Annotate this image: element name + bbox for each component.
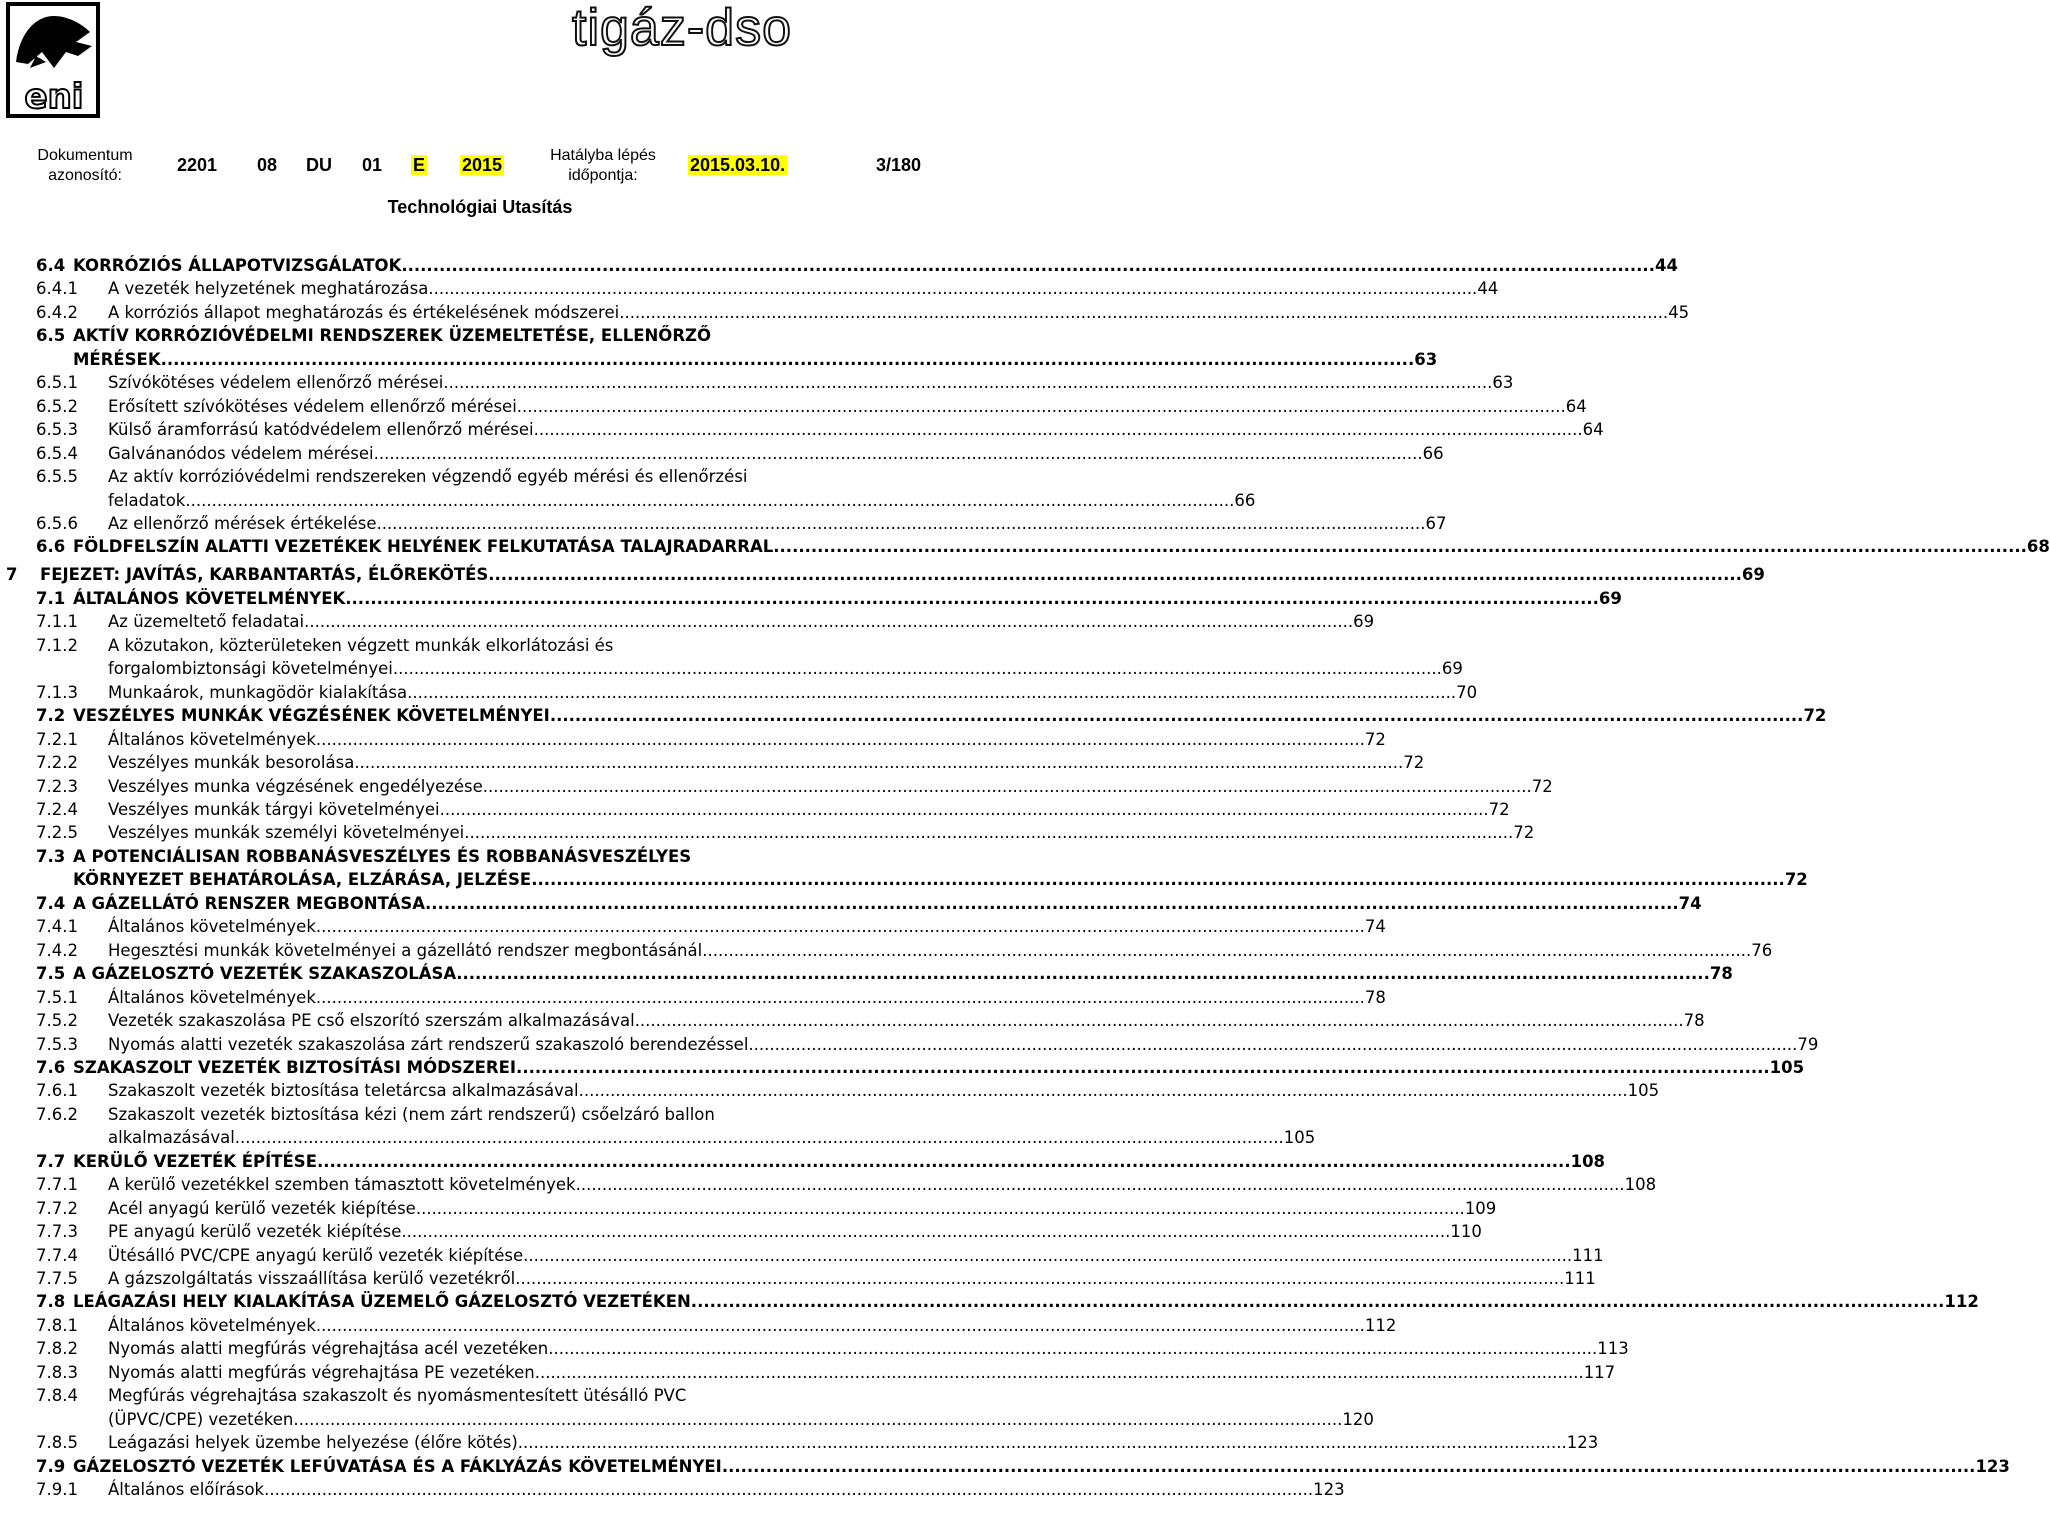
toc-entry[interactable]	[0, 465, 960, 489]
toc-entry-number: 6.5.1	[36, 373, 78, 393]
toc-entry-page: 72	[1784, 870, 1808, 890]
toc-leader-dots: ........................................................................................................................................................................................................	[185, 490, 1235, 510]
toc-entry[interactable]	[0, 1431, 1599, 1455]
toc-entry-title: Galvánanódos védelem mérései	[108, 443, 374, 463]
effective-date: 2015.03.10.	[690, 155, 786, 175]
toc-leader-dots: ........................................................................................................................................................................................................	[315, 987, 1365, 1007]
toc-entry-page: 69	[1353, 612, 1375, 632]
toc-entry-page: 70	[1456, 682, 1478, 702]
toc-entry-number: 7.9	[36, 1456, 66, 1476]
toc-entry-number: 6.5.5	[36, 467, 78, 487]
toc-leader-dots: ........................................................................................................................................................................................................	[619, 302, 1669, 322]
toc-leader-dots: ........................................................................................................................................................................................................	[304, 612, 1354, 632]
toc-entry-number: 6.5.2	[36, 396, 78, 416]
toc-entry[interactable]	[0, 442, 1444, 466]
toc-entry-page: 111	[1564, 1269, 1596, 1289]
toc-entry-number: 7.1.2	[36, 635, 78, 655]
toc-entry-continuation[interactable]	[0, 489, 1256, 513]
toc-entry-title: FEJEZET: JAVÍTÁS, KARBANTARTÁS, ÉLŐREKÖTÉS	[40, 564, 489, 584]
toc-leader-dots: ........................................................................................................................................................................................................	[721, 1456, 1976, 1476]
toc-entry-page: 45	[1668, 302, 1690, 322]
toc-entry[interactable]	[0, 1455, 2010, 1479]
toc-entry-number: 7.6	[36, 1057, 66, 1077]
toc-entry-number: 7.2.2	[36, 753, 78, 773]
toc-entry-page: 123	[1566, 1433, 1599, 1453]
toc-entry-number: 6.5.3	[36, 420, 78, 440]
toc-entry-title: A kerülő vezetékkel szemben támasztott követelmények	[108, 1175, 576, 1195]
toc-entry-continuation[interactable]	[0, 657, 1463, 681]
toc-entry-title: KERÜLŐ VEZETÉK ÉPÍTÉSE	[73, 1151, 317, 1171]
toc-entry-title: Veszélyes munkák személyi követelményei	[108, 823, 465, 843]
toc-entry-number: 7.8.3	[36, 1362, 78, 1382]
toc-entry-title-continuation: forgalombiztonsági követelményei	[108, 659, 393, 679]
toc-entry-title: SZAKASZOLT VEZETÉK BIZTOSÍTÁSI MÓDSZEREI	[73, 1057, 517, 1077]
toc-entry-page: 112	[1364, 1315, 1397, 1335]
toc-entry-number: 7.7.1	[36, 1175, 78, 1195]
toc-entry[interactable]	[0, 986, 1386, 1010]
toc-entry-page: 44	[1477, 279, 1499, 299]
toc-entry-number: 7.4	[36, 893, 66, 913]
toc-entry-number: 7.7.3	[36, 1222, 78, 1242]
toc-entry[interactable]	[0, 962, 1733, 986]
toc-entry-page: 72	[1488, 800, 1510, 820]
toc-entry-title: Acél anyagú kerülő vezeték kiépítése	[108, 1198, 416, 1218]
toc-entry-page: 110	[1450, 1222, 1482, 1242]
toc-entry-number: 7.1.1	[36, 612, 78, 632]
toc-entry[interactable]	[0, 939, 1773, 963]
toc-entry-page: 105	[1627, 1081, 1660, 1101]
doc-code-2: 08	[257, 155, 278, 175]
toc-leader-dots: ........................................................................................................................................................................................................	[531, 870, 1785, 890]
doc-code-4: 01	[362, 155, 383, 175]
toc-leader-dots: ........................................................................................................................................................................................................	[425, 893, 1679, 913]
toc-entry-page: 120	[1342, 1409, 1374, 1429]
toc-entry[interactable]	[0, 395, 1587, 419]
toc-entry[interactable]	[0, 1478, 1345, 1502]
toc-entry-page: 72	[1803, 706, 1827, 726]
toc-entry-title-continuation: KÖRNYEZET BEHATÁROLÁSA, ELZÁRÁSA, JELZÉSE	[73, 870, 532, 890]
toc-leader-dots: ........................................................................................................................................................................................................	[373, 443, 1423, 463]
toc-entry-title: A GÁZELOSZTÓ VEZETÉK SZAKASZOLÁSA	[73, 964, 457, 984]
toc-entry-title: Ütésálló PVC/CPE anyagú kerülő vezeték kiépítése	[108, 1245, 524, 1265]
toc-entry-number: 7.8.2	[36, 1339, 78, 1359]
effective-label: Hatályba lépés időpontja:	[550, 147, 656, 184]
toc-leader-dots: ........................................................................................................................................................................................................	[548, 1339, 1598, 1359]
toc-entry-page: 79	[1797, 1034, 1819, 1054]
toc-entry-title: Hegesztési munkák követelményei a gázellátó rendszer megbontásánál	[108, 940, 703, 960]
toc-entry[interactable]	[0, 1079, 1660, 1103]
toc-entry-page: 109	[1464, 1198, 1497, 1218]
toc-leader-dots: ........................................................................................................................................................................................................	[345, 588, 1599, 608]
toc-entry-number: 6.5.6	[36, 513, 78, 533]
toc-entry-number: 7.2.1	[36, 729, 78, 749]
toc-entry-page: 69	[1441, 659, 1463, 679]
toc-entry-page: 72	[1364, 729, 1386, 749]
toc-entry-page: 64	[1565, 396, 1587, 416]
toc-entry-page: 108	[1570, 1151, 1606, 1171]
toc-entry[interactable]	[0, 277, 1499, 301]
toc-entry-number: 7.8	[36, 1292, 66, 1312]
toc-entry-title: Munkaárok, munkagödör kialakítása	[108, 682, 408, 702]
toc-entry[interactable]	[0, 1220, 1482, 1244]
toc-entry-title: A közutakon, közterületeken végzett munkák elkorlátozási és	[108, 635, 614, 655]
toc-entry-number: 7.7.4	[36, 1245, 78, 1265]
toc-entry[interactable]	[0, 845, 960, 869]
toc-entry-number: 7.7.2	[36, 1198, 78, 1218]
toc-entry-number: 7	[6, 564, 18, 584]
toc-leader-dots: ........................................................................................................................................................................................................	[748, 1034, 1798, 1054]
toc-entry-page: 74	[1678, 893, 1702, 913]
toc-entry-title: Veszélyes munka végzésének engedélyezése	[108, 776, 483, 796]
toc-entry[interactable]	[0, 418, 1604, 442]
toc-entry-title: Általános követelmények	[108, 987, 316, 1007]
toc-leader-dots: ........................................................................................................................................................................................................	[264, 1480, 1314, 1500]
toc-entry-page: 111	[1572, 1245, 1604, 1265]
toc-entry-number: 7.8.5	[36, 1433, 78, 1453]
toc-entry[interactable]	[0, 798, 1510, 822]
toc-entry-page: 72	[1513, 823, 1535, 843]
toc-entry[interactable]	[0, 1056, 1805, 1080]
toc-entry[interactable]	[0, 892, 1702, 916]
eni-logo	[6, 2, 102, 120]
toc-entry-title: A POTENCIÁLISAN ROBBANÁSVESZÉLYES ÉS ROBBANÁSVESZÉLYES	[73, 846, 692, 866]
toc-leader-dots: ........................................................................................................................................................................................................	[407, 682, 1457, 702]
toc-entry[interactable]	[0, 1337, 1629, 1361]
toc-entry-page: 72	[1403, 753, 1425, 773]
toc-entry-number: 7.1.3	[36, 682, 78, 702]
toc-leader-dots: ........................................................................................................................................................................................................	[315, 917, 1365, 937]
toc-entry-number: 7.5.3	[36, 1034, 78, 1054]
toc-entry[interactable]	[0, 751, 1425, 775]
toc-entry-number: 7.6.1	[36, 1081, 78, 1101]
doc-code-3: DU	[306, 155, 332, 175]
toc-entry-number: 7.7.5	[36, 1269, 78, 1289]
toc-entry[interactable]	[0, 324, 960, 348]
toc-leader-dots: ........................................................................................................................................................................................................	[517, 1433, 1567, 1453]
toc-entry-page: 105	[1769, 1057, 1805, 1077]
toc-entry-page: 105	[1283, 1128, 1316, 1148]
toc-entry-continuation[interactable]	[0, 868, 1808, 892]
toc-leader-dots: ........................................................................................................................................................................................................	[702, 940, 1752, 960]
toc-entry-title: Leágazási helyek üzembe helyezése (élőre kötés)	[108, 1433, 518, 1453]
toc-leader-dots: ........................................................................................................................................................................................................	[488, 564, 1742, 584]
toc-entry[interactable]	[0, 915, 1386, 939]
toc-entry-page: 117	[1583, 1362, 1616, 1382]
toc-entry-number: 7.2.5	[36, 823, 78, 843]
toc-entry-title: Az üzemeltető feladatai	[108, 612, 305, 632]
toc-entry-number: 7.1	[36, 588, 66, 608]
toc-entry-number: 7.9.1	[36, 1480, 78, 1500]
toc-entry[interactable]	[0, 1150, 1606, 1174]
toc-leader-dots: ........................................................................................................................................................................................................	[464, 823, 1514, 843]
toc-entry-title: Erősített szívókötéses védelem ellenőrző mérései	[108, 396, 517, 416]
toc-entry-page: 69	[1741, 564, 1765, 584]
toc-entry-page: 112	[1944, 1292, 1979, 1312]
toc-leader-dots: ........................................................................................................................................................................................................	[428, 279, 1478, 299]
toc-entry-page: 44	[1654, 256, 1678, 275]
toc-entry[interactable]	[0, 1009, 1705, 1033]
toc-entry[interactable]	[0, 254, 1678, 278]
toc-leader-dots: ........................................................................................................................................................................................................	[315, 1315, 1365, 1335]
toc-entry[interactable]	[0, 704, 1827, 728]
toc-entry-page: 78	[1709, 964, 1733, 984]
toc-entry[interactable]	[0, 728, 1386, 752]
toc-entry[interactable]	[0, 1173, 1657, 1197]
toc-entry-title-continuation: alkalmazásával	[108, 1128, 235, 1148]
tigaz-dso-logo: tigáz-dso	[572, 0, 792, 57]
toc-leader-dots: ........................................................................................................................................................................................................	[690, 1292, 1945, 1312]
doc-id-label: Dokumentum azonosító:	[37, 147, 133, 184]
toc-entry-title: Az aktív korrózióvédelmi rendszereken végzendő egyéb mérési és ellenőrzési	[108, 467, 748, 487]
toc-entry[interactable]	[0, 1314, 1397, 1338]
toc-entry-number: 6.4	[36, 256, 66, 275]
toc-entry-number: 7.8.1	[36, 1315, 78, 1335]
toc-entry-number: 6.5.4	[36, 443, 78, 463]
toc-entry-number: 7.5	[36, 964, 66, 984]
toc-leader-dots: ........................................................................................................................................................................................................	[523, 1245, 1573, 1265]
toc-entry[interactable]	[0, 1361, 1616, 1385]
toc-entry-title: Veszélyes munkák tárgyi követelményei	[108, 800, 440, 820]
toc-entry[interactable]	[0, 512, 1447, 536]
toc-leader-dots: ........................................................................................................................................................................................................	[516, 1057, 1770, 1077]
toc-entry-title: Általános követelmények	[108, 729, 316, 749]
toc-entry-number: 6.6	[36, 537, 66, 557]
toc-entry-title: VESZÉLYES MUNKÁK VÉGZÉSÉNEK KÖVETELMÉNYEI	[73, 706, 550, 726]
toc-leader-dots: ........................................................................................................................................................................................................	[293, 1409, 1343, 1429]
toc-entry-number: 7.5.2	[36, 1011, 78, 1031]
toc-entry-title: Az ellenőrző mérések értékelése	[108, 513, 377, 533]
toc-entry-title: FÖLDFELSZÍN ALATTI VEZETÉKEK HELYÉNEK FELKUTATÁSA TALAJRADARRAL	[73, 537, 774, 557]
toc-entry-number: 7.4.1	[36, 917, 78, 937]
toc-leader-dots: ........................................................................................................................................................................................................	[401, 1222, 1451, 1242]
toc-entry[interactable]	[0, 1384, 960, 1408]
toc-entry-page: 108	[1624, 1175, 1657, 1195]
toc-leader-dots: ........................................................................................................................................................................................................	[534, 1362, 1584, 1382]
doc-code-5: E	[413, 155, 426, 175]
toc-entry-title-continuation: feladatok	[108, 490, 186, 510]
toc-entry-page: 69	[1598, 588, 1622, 608]
toc-entry[interactable]	[0, 1244, 1604, 1268]
toc-leader-dots: ........................................................................................................................................................................................................	[316, 1151, 1571, 1171]
toc-entry-page: 64	[1582, 420, 1604, 440]
toc-entry-title: LEÁGAZÁSI HELY KIALAKÍTÁSA ÜZEMELŐ GÁZELOSZTÓ VEZETÉKEN	[73, 1292, 691, 1312]
toc-entry-page: 113	[1597, 1339, 1629, 1359]
toc-entry-title: Szívókötéses védelem ellenőrző mérései	[108, 373, 444, 393]
doc-code-6: 2015	[462, 155, 503, 175]
toc-entry-number: 7.3	[36, 846, 66, 866]
toc-leader-dots: ........................................................................................................................................................................................................	[482, 776, 1532, 796]
toc-entry-title: Vezeték szakaszolása PE cső elszorító szerszám alkalmazásával	[108, 1011, 635, 1031]
toc-entry-number: 7.5.1	[36, 987, 78, 1007]
toc-entry-page: 78	[1683, 1011, 1705, 1031]
toc-leader-dots: ........................................................................................................................................................................................................	[549, 706, 1804, 726]
toc-leader-dots: ........................................................................................................................................................................................................	[515, 1269, 1565, 1289]
toc-entry-title: A gázszolgáltatás visszaállítása kerülő vezetékről	[108, 1269, 516, 1289]
toc-entry-title: Szakaszolt vezeték biztosítása kézi (nem zárt rendszerű) csőelzáró ballon	[108, 1104, 715, 1124]
toc-entry[interactable]	[0, 1197, 1497, 1221]
toc-leader-dots: ........................................................................................................................................................................................................	[773, 537, 2027, 557]
toc-entry-number: 6.4.2	[36, 302, 78, 322]
toc-entry-page: 66	[1422, 443, 1444, 463]
toc-entry-continuation[interactable]	[0, 348, 1438, 372]
document-subtitle: Technológiai Utasítás	[387, 197, 573, 217]
toc-entry-page: 68	[2026, 537, 2050, 557]
toc-entry-title: Nyomás alatti vezeték szakaszolása zárt rendszerű szakaszoló berendezéssel	[108, 1034, 749, 1054]
toc-entry-number: 7.2.3	[36, 776, 78, 796]
toc-entry[interactable]	[0, 1033, 1819, 1057]
toc-leader-dots: ........................................................................................................................................................................................................	[634, 1011, 1684, 1031]
toc-entry[interactable]	[0, 587, 1622, 611]
toc-entry-title: Megfúrás végrehajtása szakaszolt és nyomásmentesített ütésálló PVC	[108, 1386, 687, 1406]
toc-entry-page: 78	[1364, 987, 1386, 1007]
toc-entry[interactable]	[0, 563, 1765, 587]
toc-leader-dots: ........................................................................................................................................................................................................	[160, 349, 1415, 369]
toc-entry-title: Általános előírások	[108, 1480, 265, 1500]
toc-entry[interactable]	[0, 1290, 1979, 1314]
toc-entry[interactable]	[0, 1267, 1596, 1291]
toc-entry-title-continuation: MÉRÉSEK	[73, 349, 161, 369]
toc-leader-dots: ........................................................................................................................................................................................................	[315, 729, 1365, 749]
toc-entry-title: Nyomás alatti megfúrás végrehajtása PE vezetéken	[108, 1362, 535, 1382]
toc-entry-number: 7.8.4	[36, 1386, 78, 1406]
toc-entry[interactable]	[0, 681, 1478, 705]
toc-entry-title: Általános követelmények	[108, 1315, 316, 1335]
toc-entry-title: Nyomás alatti megfúrás végrehajtása acél vezetéken	[108, 1339, 549, 1359]
toc-entry[interactable]	[0, 821, 1535, 845]
toc-entry-number: 7.6.2	[36, 1104, 78, 1124]
toc-entry-title: AKTÍV KORRÓZIÓVÉDELMI RENDSZEREK ÜZEMELTETÉSE, ELLENŐRZŐ	[73, 326, 712, 346]
toc-entry-page: 123	[1975, 1456, 2010, 1476]
toc-entry-title: A GÁZELLÁTÓ RENSZER MEGBONTÁSA	[73, 893, 426, 913]
toc-entry-number: 6.4.1	[36, 279, 78, 299]
toc-entry-title: PE anyagú kerülő vezeték kiépítése	[108, 1222, 402, 1242]
toc-entry-number: 7.4.2	[36, 940, 78, 960]
toc-entry-title: GÁZELOSZTÓ VEZETÉK LEFÚVATÁSA ÉS A FÁKLYÁZÁS KÖVETELMÉNYEI	[73, 1456, 722, 1476]
toc-entry-page: 67	[1425, 513, 1447, 533]
toc-entry-number: 6.5	[36, 326, 66, 346]
toc-entry-number: 7.2	[36, 706, 66, 726]
toc-entry-page: 123	[1313, 1480, 1345, 1500]
toc-entry-page: 74	[1364, 917, 1386, 937]
toc-leader-dots: ........................................................................................................................................................................................................	[578, 1081, 1628, 1101]
toc-leader-dots: ........................................................................................................................................................................................................	[456, 964, 1710, 984]
toc-entry-title: KORRÓZIÓS ÁLLAPOTVIZSGÁLATOK	[73, 256, 402, 275]
toc-entry-number: 7.2.4	[36, 800, 78, 820]
toc-leader-dots: ........................................................................................................................................................................................................	[401, 256, 1655, 275]
toc-leader-dots: ........................................................................................................................................................................................................	[516, 396, 1566, 416]
doc-code-1: 2201	[177, 155, 218, 175]
toc-entry[interactable]	[0, 535, 2050, 559]
toc-entry-page: 66	[1234, 490, 1256, 510]
toc-leader-dots: ........................................................................................................................................................................................................	[439, 800, 1489, 820]
toc-leader-dots: ........................................................................................................................................................................................................	[234, 1128, 1284, 1148]
toc-entry-title: A korróziós állapot meghatározás és értékelésének módszerei	[108, 302, 620, 322]
toc-leader-dots: ........................................................................................................................................................................................................	[443, 373, 1493, 393]
toc-entry-title: Külső áramforrású katódvédelem ellenőrző mérései	[108, 420, 534, 440]
toc-entry-continuation[interactable]	[0, 1126, 1316, 1150]
toc-entry-page: 63	[1414, 349, 1438, 369]
toc-entry-title: Általános követelmények	[108, 917, 316, 937]
toc-entry-title: ÁLTALÁNOS KÖVETELMÉNYEK	[73, 588, 346, 608]
toc-leader-dots: ........................................................................................................................................................................................................	[354, 753, 1404, 773]
toc-leader-dots: ........................................................................................................................................................................................................	[575, 1175, 1625, 1195]
toc-entry-page: 76	[1751, 940, 1773, 960]
toc-entry-number: 7.7	[36, 1151, 66, 1171]
toc-entry[interactable]	[0, 301, 1690, 325]
toc-entry[interactable]	[0, 610, 1375, 634]
toc-entry[interactable]	[0, 634, 960, 658]
toc-entry-title: A vezeték helyzetének meghatározása	[108, 279, 429, 299]
toc-entry-continuation[interactable]	[0, 1408, 1374, 1432]
toc-leader-dots: ........................................................................................................................................................................................................	[533, 420, 1583, 440]
toc-entry-page: 72	[1531, 776, 1553, 796]
svg-text:eni: eni	[24, 77, 84, 117]
toc-leader-dots: ........................................................................................................................................................................................................	[376, 513, 1426, 533]
toc-entry-title: Veszélyes munkák besorolása	[108, 753, 355, 773]
toc-entry-title: Szakaszolt vezeték biztosítása teletárcsa alkalmazásával	[108, 1081, 579, 1101]
toc-entry[interactable]	[0, 1103, 960, 1127]
toc-leader-dots: ........................................................................................................................................................................................................	[392, 659, 1442, 679]
toc-entry[interactable]	[0, 775, 1553, 799]
toc-entry-page: 63	[1492, 373, 1514, 393]
toc-entry[interactable]	[0, 371, 1514, 395]
toc-leader-dots: ........................................................................................................................................................................................................	[415, 1198, 1465, 1218]
toc-entry-title-continuation: (ÜPVC/CPE) vezetéken	[108, 1409, 294, 1429]
page-number: 3/180	[876, 155, 922, 175]
